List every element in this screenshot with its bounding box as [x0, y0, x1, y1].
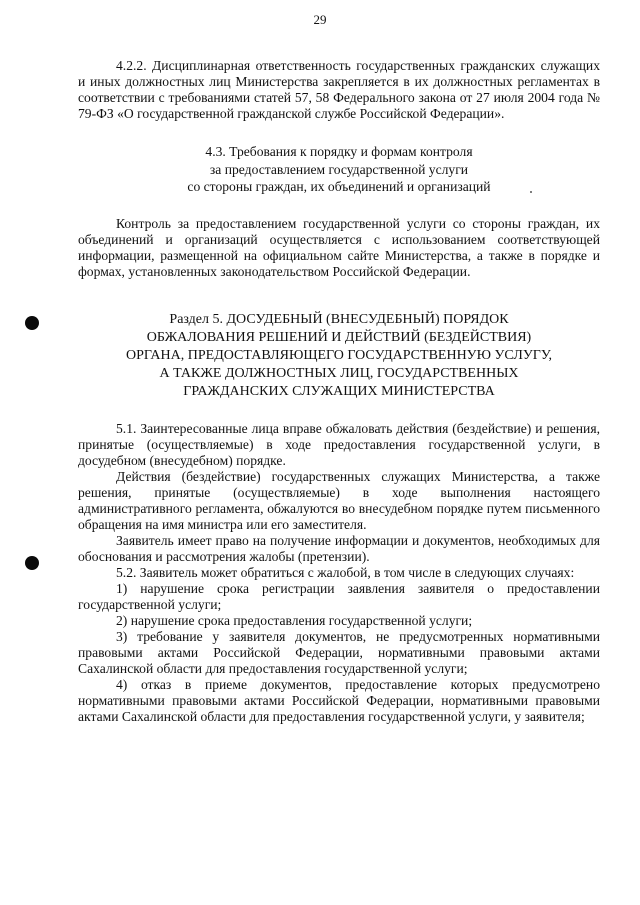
- document-body: [78, 58, 600, 725]
- paragraph-5-1: 5.1. Заинтересованные лица вправе обжаловать действия (бездействие) и решения, принятые (осуществляемые) в ходе предоставления государственной услуги, в досудебном (внесудебном) порядке.: [78, 420, 600, 468]
- case-item: 2) нарушение срока предоставления государственной услуги;: [116, 612, 473, 628]
- paragraph-5-2: 5.2. Заявитель может обратиться с жалобой, в том числе в следующих случаях:: [116, 564, 575, 580]
- section-5-title: [78, 311, 600, 401]
- heading-4-3-line: 4.3. Требования к порядку и формам контроля: [205, 144, 473, 159]
- section-5-title-line: А ТАКЖЕ ДОЛЖНОСТНЫХ ЛИЦ, ГОСУДАРСТВЕННЫХ: [159, 365, 519, 381]
- page-number: 29: [313, 12, 327, 27]
- paragraph-control: Контроль за предоставлением государственной услуги со стороны граждан, их объединений и организаций осуществляется с использованием соответствующей информации, размещенной на официальном сайте Министерства, а также в порядке и формах, установленных законодательством Российской Федерации.: [78, 215, 600, 279]
- case-item: 4) отказ в приеме документов, предоставление которых предусмотрено нормативными правовыми актами Российской Федерации, нормативными правовыми актами Сахалинской области для предоставления государственной услуги, у заявителя;: [78, 676, 600, 724]
- paragraph-4-2-2: 4.2.2. Дисциплинарная ответственность государственных гражданских служащих и иных должностных лиц Министерства закрепляется в их должностных регламентах в соответствии с требованиями статей 57, 58 Федерального закона от 27 июля 2004 года № 79-ФЗ «О государственной гражданской службе Российской Федерации».: [78, 58, 600, 121]
- heading-4-3: [78, 143, 600, 196]
- case-item: 1) нарушение срока регистрации заявления заявителя о предоставлении государственной услуги;: [78, 580, 600, 612]
- section-5-title-line: Раздел 5. ДОСУДЕБНЫЙ (ВНЕСУДЕБНЫЙ) ПОРЯДОК: [169, 311, 509, 327]
- case-item: 3) требование у заявителя документов, не предусмотренных нормативными правовыми актами Российской Федерации, нормативными правовыми актами Сахалинской области для предоставления государственной услуги;: [78, 628, 600, 676]
- paragraph-actions: Действия (бездействие) государственных служащих Министерства, а также решения, принятые (осуществляемые) в ходе выполнения настоящего административного регламента, обжалуются во внесудебном порядке путем письменного обращения на имя министра или его заместителя.: [78, 468, 600, 532]
- section-5-title-line: ГРАЖДАНСКИХ СЛУЖАЩИХ МИНИСТЕРСТВА: [183, 383, 495, 399]
- heading-4-3-line: со стороны граждан, их объединений и организаций: [187, 179, 491, 194]
- paragraph-applicant-rights: Заявитель имеет право на получение информации и документов, необходимых для обоснования и рассмотрения жалобы (претензии).: [78, 532, 600, 564]
- section-5-title-line: ОРГАНА, ПРЕДОСТАВЛЯЮЩЕГО ГОСУДАРСТВЕННУЮ УСЛУГУ,: [125, 347, 553, 363]
- heading-4-3-line: за предоставлением государственной услуги: [209, 161, 469, 177]
- binder-hole-top: [25, 316, 39, 330]
- binder-hole-bottom: [25, 556, 39, 570]
- section-5-title-line: ОБЖАЛОВАНИЯ РЕШЕНИЙ И ДЕЙСТВИЙ (БЕЗДЕЙСТВИЯ): [146, 329, 532, 345]
